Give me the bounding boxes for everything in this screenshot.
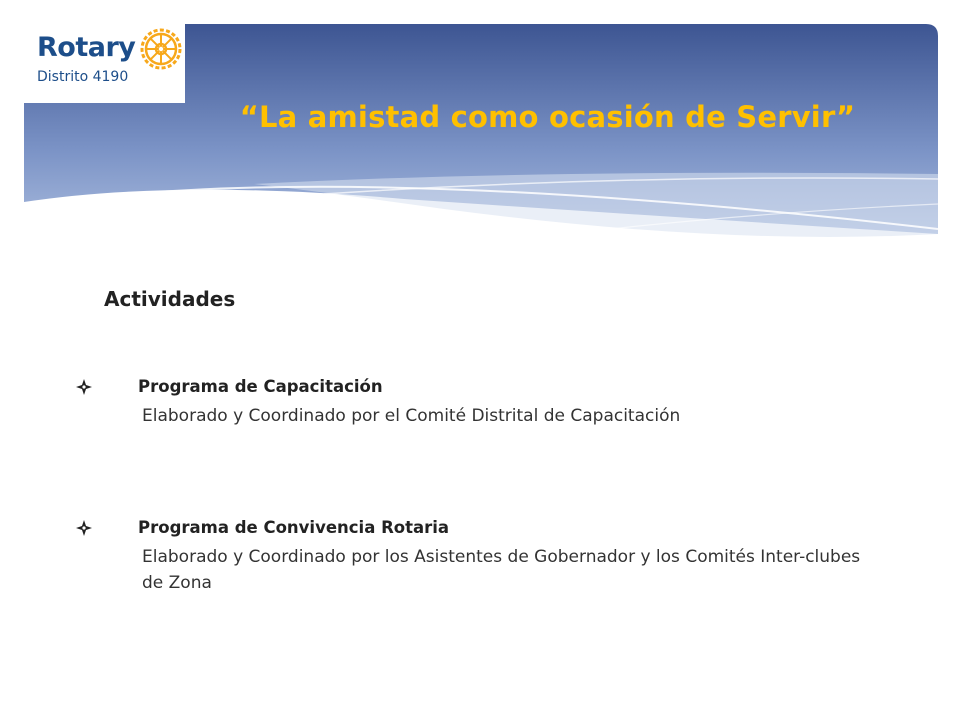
- logo-wordmark: Rotary: [37, 32, 136, 63]
- slide-title: “La amistad como ocasión de Servir”: [239, 100, 856, 134]
- diamond-bullet-icon: [76, 520, 92, 536]
- activity-description: Elaborado y Coordinado por el Comité Distrital de Capacitación: [142, 406, 681, 426]
- rotary-logo: [24, 24, 185, 103]
- rotary-wheel-icon: [140, 28, 182, 70]
- activity-title: Programa de Convivencia Rotaria: [138, 518, 450, 537]
- activity-description: Elaborado y Coordinado por los Asistentes de Gobernador y los Comités Inter-clubes de Zona: [142, 547, 861, 593]
- diamond-bullet-icon: [76, 379, 92, 395]
- logo-district: Distrito 4190: [37, 69, 129, 85]
- section-heading: Actividades: [104, 287, 236, 311]
- activity-title: Programa de Capacitación: [138, 377, 383, 396]
